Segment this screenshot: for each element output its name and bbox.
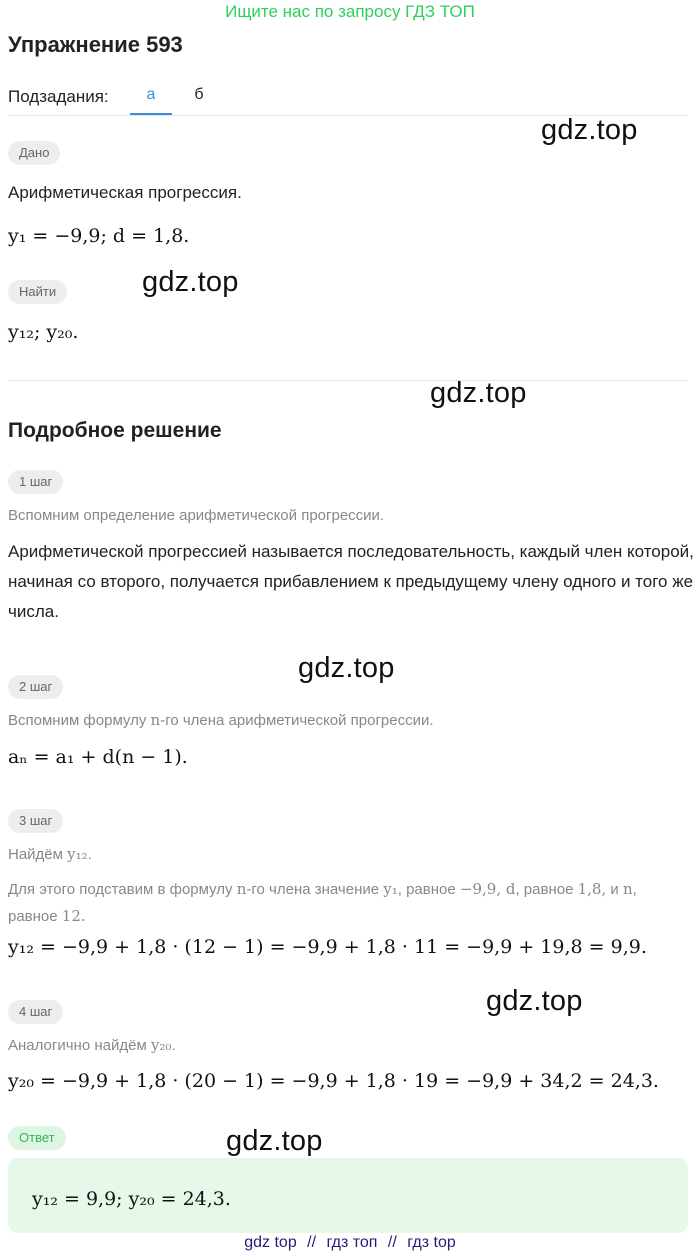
step-2-hint-prefix: Вспомним формулу xyxy=(8,712,147,729)
page-title: Упражнение 593 xyxy=(8,32,183,57)
step-1-hint: Вспомним определение арифметической прогрессии. xyxy=(8,507,385,524)
step-3-text: , равное xyxy=(515,881,574,898)
step-3-value: 12. xyxy=(61,907,86,925)
step-3-var-n: n xyxy=(622,880,633,898)
footer-link-gdz-top[interactable]: gdz top xyxy=(244,1234,297,1251)
step-4-hint: Аналогично найдём y₂₀. xyxy=(8,1036,176,1054)
step-4-formula: y₂₀ = −9,9 + 1,8 · (20 − 1) = −9,9 + 1,8 · 19 = −9,9 + 34,2 = 24,3. xyxy=(8,1070,659,1092)
solution-title: Подробное решение xyxy=(8,419,222,442)
watermark: gdz.top xyxy=(142,266,239,298)
step-3-hint-var: y₁₂ xyxy=(67,845,88,863)
step-3-text: -го члена значение xyxy=(246,881,380,898)
tab-subtask-b[interactable]: б xyxy=(194,86,204,103)
footer-separator: // xyxy=(387,1234,397,1251)
tab-subtask-a[interactable]: а xyxy=(146,86,156,103)
step-3-badge: 3 шаг xyxy=(8,809,63,833)
step-1-badge: 1 шаг xyxy=(8,470,63,494)
step-3-hint-prefix: Найдём xyxy=(8,846,63,863)
step-3-text: , xyxy=(632,881,637,898)
step-1-body: Арифметической прогрессией называется последовательность, каждый член которой, начиная со второго, получается прибавлением к предыдущему члену одного и того же числа. xyxy=(8,542,694,621)
step-3-explanation xyxy=(8,876,698,930)
footer-separator: // xyxy=(307,1234,317,1251)
find-badge: Найти xyxy=(8,280,67,304)
footer-links xyxy=(0,1234,700,1252)
step-3-text: равное xyxy=(8,908,58,925)
watermark: gdz.top xyxy=(430,377,527,409)
step-3-text: и xyxy=(610,881,619,898)
step-3-value: 1,8, xyxy=(577,880,607,898)
watermark: gdz.top xyxy=(226,1125,323,1157)
step-2-hint xyxy=(8,711,434,729)
find-formula: y₁₂; y₂₀. xyxy=(8,321,79,343)
promo-banner[interactable]: Ищите нас по запросу ГДЗ ТОП xyxy=(225,2,475,21)
watermark: gdz.top xyxy=(486,985,583,1017)
step-3-formula: y₁₂ = −9,9 + 1,8 · (12 − 1) = −9,9 + 1,8 · 11 = −9,9 + 19,8 = 9,9. xyxy=(8,936,647,958)
given-formula: y₁ = −9,9; d = 1,8. xyxy=(8,225,190,247)
given-badge: Дано xyxy=(8,141,60,165)
subtasks-label: Подзадания: xyxy=(8,87,109,106)
step-3-text: , равное xyxy=(397,881,456,898)
step-3-text: Для этого подставим в формулу xyxy=(8,881,233,898)
step-4-hint-prefix: Аналогично найдём xyxy=(8,1037,147,1054)
watermark: gdz.top xyxy=(541,114,638,146)
footer-link-gdz-top-ru[interactable]: гдз топ xyxy=(326,1234,378,1251)
step-3-var-n: n xyxy=(236,880,247,898)
section-divider xyxy=(8,380,688,381)
step-3-var-y1: y₁ xyxy=(383,880,398,898)
step-4-badge: 4 шаг xyxy=(8,1000,63,1024)
footer-link-gdz-top-mixed[interactable]: гдз top xyxy=(407,1234,456,1251)
step-4-hint-var: y₂₀ xyxy=(150,1036,172,1054)
watermark: gdz.top xyxy=(298,652,395,684)
step-2-hint-suffix: -го члена арифметической прогрессии. xyxy=(160,712,434,729)
answer-badge: Ответ xyxy=(8,1126,66,1150)
step-3-value: −9,9, d xyxy=(459,880,516,898)
step-2-hint-var: n xyxy=(150,711,161,729)
given-text: Арифметическая прогрессия. xyxy=(8,183,242,202)
step-2-formula: aₙ = a₁ + d(n − 1). xyxy=(8,746,188,768)
answer-formula: y₁₂ = 9,9; y₂₀ = 24,3. xyxy=(32,1188,231,1210)
step-2-badge: 2 шаг xyxy=(8,675,63,699)
step-3-hint: Найдём y₁₂. xyxy=(8,845,92,863)
